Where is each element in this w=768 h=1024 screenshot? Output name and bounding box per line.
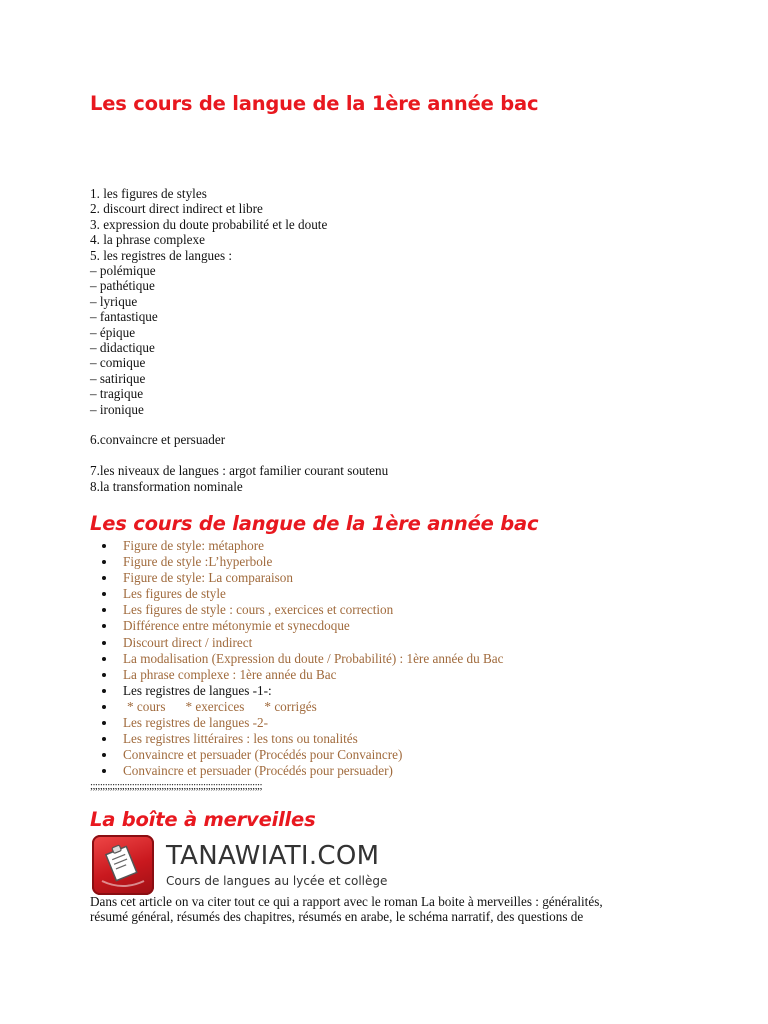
course-links [100, 538, 504, 779]
link-modalisation[interactable]: La modalisation (Expression du doute / Probabilité) : 1ère année du Bac [100, 651, 504, 667]
brand-tagline: Cours de langues au lycée et collège [166, 874, 388, 888]
spacer [90, 417, 388, 432]
link-metonymie-synecdoque[interactable]: Différence entre métonymie et synecdoque [100, 618, 504, 634]
list-item: – didactique [90, 340, 155, 356]
link-exercices[interactable]: * exercices [185, 698, 245, 714]
link-discourt-direct[interactable]: Discourt direct / indirect [100, 635, 504, 651]
link-persuader[interactable]: Convaincre et persuader (Procédés pour persuader) [100, 763, 504, 779]
list-item: 6.convaincre et persuader [90, 432, 226, 448]
logo-icon [92, 835, 154, 895]
link-figures-cours-exercices[interactable]: Les figures de style : cours , exercices et correction [100, 602, 504, 618]
link-cours[interactable]: * cours [127, 698, 166, 714]
link-registres-2[interactable]: Les registres de langues -2- [100, 715, 504, 731]
link-convaincre[interactable]: Convaincre et persuader (Procédés pour Convaincre) [100, 747, 504, 763]
list-item: – satirique [90, 370, 146, 386]
tanawiati-banner[interactable] [92, 835, 388, 895]
link-metaphore[interactable]: Figure de style: métaphore [100, 538, 504, 554]
separator-line: ;;;;;;;;;;;;;;;;;;;;;;;;;;;;;;;;;;;;;;;;;;;;;;;;;;;;;;;;;;;;;;;;;;;;;; [90, 780, 262, 792]
spacer [90, 448, 388, 463]
brand-name: TANAWIATI.COM [166, 841, 380, 871]
sublinks-row [100, 699, 504, 715]
list-item: 2. discourt direct indirect et libre [90, 201, 263, 217]
paragraph-line: résumé général, résumés des chapitres, résumés en arabe, le schéma narratif, des questions de [90, 909, 584, 925]
link-phrase-complexe[interactable]: La phrase complexe : 1ère année du Bac [100, 667, 504, 683]
list-item: – épique [90, 324, 136, 340]
link-corriges[interactable]: * corrigés [264, 698, 317, 714]
list-item: – fantastique [90, 309, 158, 325]
link-hyperbole[interactable]: Figure de style :L’hyperbole [100, 554, 504, 570]
intro-paragraph [90, 894, 690, 925]
list-item: 8.la transformation nominale [90, 478, 243, 494]
list-item: – comique [90, 355, 146, 371]
list-item: – ironique [90, 401, 144, 417]
link-registres-litteraires[interactable]: Les registres littéraires : les tons ou tonalités [100, 731, 504, 747]
list-item: – polémique [90, 263, 156, 279]
link-figures-de-style[interactable]: Les figures de style [100, 586, 504, 602]
registres-label: Les registres de langues -1-: [100, 683, 504, 699]
link-comparaison[interactable]: Figure de style: La comparaison [100, 570, 504, 586]
list-item: 1. les figures de styles [90, 186, 207, 201]
list-item: – pathétique [90, 278, 155, 294]
paragraph-line: Dans cet article on va citer tout ce qui a rapport avec le roman La boite à merveilles : généralités, [90, 894, 603, 909]
list-item: 4. la phrase complexe [90, 232, 205, 248]
list-item: 5. les registres de langues : [90, 247, 233, 263]
list-item: – tragique [90, 386, 144, 402]
section-heading: Les cours de langue de la 1ère année bac [90, 512, 539, 535]
course-list [90, 186, 388, 494]
section-heading-boite: La boîte à merveilles [90, 808, 316, 831]
list-item: 3. expression du doute probabilité et le doute [90, 216, 328, 232]
page-title: Les cours de langue de la 1ère année bac [90, 92, 539, 115]
list-item: 7.les niveaux de langues : argot familier courant soutenu [90, 463, 389, 479]
list-item: – lyrique [90, 293, 138, 309]
